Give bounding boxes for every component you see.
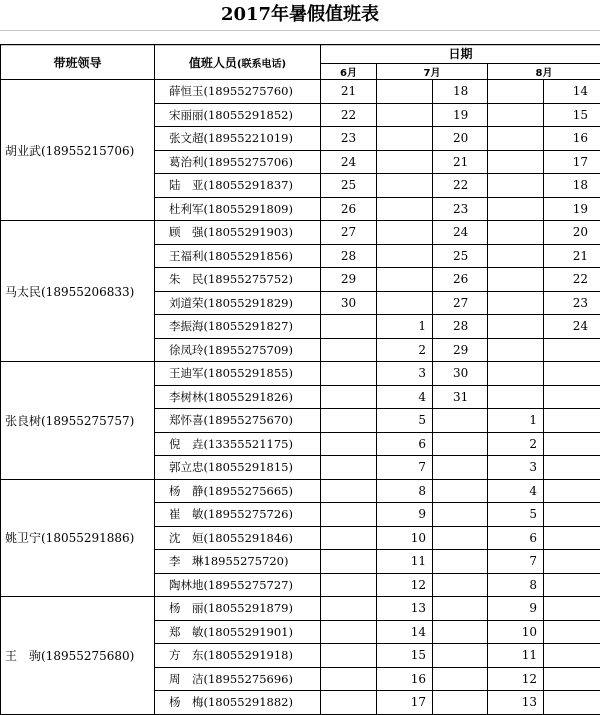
staff-phone: 18955275720) bbox=[204, 554, 289, 568]
staff-cell bbox=[155, 197, 321, 221]
duty-schedule-table bbox=[0, 44, 600, 715]
date-july-a: 12 bbox=[377, 573, 433, 597]
date-august-b bbox=[544, 550, 600, 574]
staff-phone: (18055291918) bbox=[204, 648, 293, 662]
staff-phone: (18055291846) bbox=[204, 531, 293, 545]
table-row bbox=[1, 221, 600, 245]
staff-name: 郑怀喜 bbox=[169, 413, 204, 427]
date-august-a: 4 bbox=[488, 479, 544, 503]
staff-name: 倪 垚 bbox=[169, 437, 204, 451]
page-title: 2017年暑假值班表 bbox=[0, 0, 600, 30]
staff-name: 宋丽丽 bbox=[169, 108, 204, 122]
staff-name: 李树林 bbox=[169, 390, 204, 404]
staff-name: 王迪军 bbox=[169, 366, 204, 380]
date-august-b bbox=[544, 432, 600, 456]
date-august-a bbox=[488, 244, 544, 268]
date-august-a bbox=[488, 385, 544, 409]
date-july-b: 18 bbox=[433, 80, 488, 104]
staff-phone: (18055291879) bbox=[204, 601, 293, 615]
staff-cell bbox=[155, 80, 321, 104]
date-july-a: 7 bbox=[377, 456, 433, 480]
staff-cell bbox=[155, 244, 321, 268]
date-july-b: 24 bbox=[433, 221, 488, 245]
staff-phone: (18955275709) bbox=[204, 343, 293, 357]
date-july-b: 23 bbox=[433, 197, 488, 221]
staff-phone: (18955275696) bbox=[204, 672, 293, 686]
date-august-a: 12 bbox=[488, 667, 544, 691]
date-july-b bbox=[433, 573, 488, 597]
date-july-a bbox=[377, 103, 433, 127]
date-june: 22 bbox=[321, 103, 377, 127]
staff-phone: (18055291815) bbox=[204, 460, 293, 474]
date-july-b bbox=[433, 479, 488, 503]
staff-cell bbox=[155, 338, 321, 362]
staff-cell bbox=[155, 362, 321, 386]
staff-cell bbox=[155, 315, 321, 339]
date-july-a bbox=[377, 150, 433, 174]
date-june: 21 bbox=[321, 80, 377, 104]
staff-phone: (18055291827) bbox=[204, 319, 293, 333]
date-august-a: 13 bbox=[488, 691, 544, 715]
date-august-b: 23 bbox=[544, 291, 600, 315]
date-august-b bbox=[544, 362, 600, 386]
table-row bbox=[1, 80, 600, 104]
staff-phone: (18955275706) bbox=[204, 155, 293, 169]
leader-cell: 马太民(18955206833) bbox=[1, 221, 155, 362]
staff-name: 徐凤玲 bbox=[169, 343, 204, 357]
staff-cell bbox=[155, 221, 321, 245]
date-august-b bbox=[544, 338, 600, 362]
date-august-b bbox=[544, 456, 600, 480]
date-june bbox=[321, 644, 377, 668]
date-june bbox=[321, 550, 377, 574]
date-june bbox=[321, 432, 377, 456]
staff-phone: (18055291903) bbox=[204, 225, 293, 239]
date-july-a bbox=[377, 268, 433, 292]
leader-cell: 胡业武(18955215706) bbox=[1, 80, 155, 221]
staff-name: 周 洁 bbox=[169, 672, 204, 686]
date-august-a: 8 bbox=[488, 573, 544, 597]
date-june bbox=[321, 597, 377, 621]
date-august-b bbox=[544, 385, 600, 409]
header-june: 6月 bbox=[321, 63, 377, 79]
leader-cell: 王 驹(18955275680) bbox=[1, 597, 155, 715]
date-july-a: 14 bbox=[377, 620, 433, 644]
date-july-a: 11 bbox=[377, 550, 433, 574]
staff-name: 李振海 bbox=[169, 319, 204, 333]
staff-phone: (18955275665) bbox=[204, 484, 293, 498]
date-august-a bbox=[488, 362, 544, 386]
date-june bbox=[321, 573, 377, 597]
date-august-a: 11 bbox=[488, 644, 544, 668]
date-july-b: 27 bbox=[433, 291, 488, 315]
date-july-b bbox=[433, 620, 488, 644]
date-july-a bbox=[377, 174, 433, 198]
date-june: 25 bbox=[321, 174, 377, 198]
staff-phone: (18055291829) bbox=[204, 296, 293, 310]
staff-cell bbox=[155, 291, 321, 315]
staff-name: 杜利军 bbox=[169, 202, 204, 216]
date-august-a: 6 bbox=[488, 526, 544, 550]
date-june bbox=[321, 620, 377, 644]
staff-cell bbox=[155, 127, 321, 151]
staff-cell bbox=[155, 268, 321, 292]
staff-cell bbox=[155, 479, 321, 503]
header-leader: 带班领导 bbox=[1, 45, 155, 80]
date-june bbox=[321, 315, 377, 339]
header-july: 7月 bbox=[377, 63, 488, 79]
date-june bbox=[321, 338, 377, 362]
date-july-a: 15 bbox=[377, 644, 433, 668]
date-june: 26 bbox=[321, 197, 377, 221]
date-july-b bbox=[433, 503, 488, 527]
date-july-a: 1 bbox=[377, 315, 433, 339]
date-august-a: 2 bbox=[488, 432, 544, 456]
staff-phone: (18955275760) bbox=[204, 84, 293, 98]
date-august-a bbox=[488, 127, 544, 151]
staff-name: 崔 敏 bbox=[169, 507, 204, 521]
staff-name: 郭立忠 bbox=[169, 460, 204, 474]
staff-phone: (18055291826) bbox=[204, 390, 293, 404]
staff-name: 杨 梅 bbox=[169, 695, 204, 709]
staff-phone: (18955275752) bbox=[204, 272, 293, 286]
date-august-a: 9 bbox=[488, 597, 544, 621]
staff-phone: (18055291837) bbox=[204, 178, 293, 192]
date-july-a: 13 bbox=[377, 597, 433, 621]
date-july-b bbox=[433, 644, 488, 668]
date-july-a: 4 bbox=[377, 385, 433, 409]
date-august-b: 19 bbox=[544, 197, 600, 221]
date-august-b bbox=[544, 573, 600, 597]
date-july-b: 31 bbox=[433, 385, 488, 409]
staff-phone: (18055291809) bbox=[204, 202, 293, 216]
date-july-a: 5 bbox=[377, 409, 433, 433]
date-july-a: 10 bbox=[377, 526, 433, 550]
date-july-b: 29 bbox=[433, 338, 488, 362]
table-row bbox=[1, 479, 600, 503]
date-june bbox=[321, 526, 377, 550]
staff-name: 李 琳 bbox=[169, 554, 204, 568]
date-june bbox=[321, 409, 377, 433]
date-august-a: 5 bbox=[488, 503, 544, 527]
staff-name: 方 东 bbox=[169, 648, 204, 662]
date-july-b bbox=[433, 432, 488, 456]
table-row bbox=[1, 597, 600, 621]
date-june: 29 bbox=[321, 268, 377, 292]
staff-cell bbox=[155, 103, 321, 127]
staff-name: 杨 静 bbox=[169, 484, 204, 498]
date-july-a bbox=[377, 127, 433, 151]
date-august-b bbox=[544, 620, 600, 644]
date-august-b: 17 bbox=[544, 150, 600, 174]
date-july-b: 25 bbox=[433, 244, 488, 268]
date-august-a: 7 bbox=[488, 550, 544, 574]
date-june: 27 bbox=[321, 221, 377, 245]
date-july-a bbox=[377, 291, 433, 315]
date-july-a: 16 bbox=[377, 667, 433, 691]
staff-cell bbox=[155, 174, 321, 198]
date-july-b bbox=[433, 456, 488, 480]
date-august-a bbox=[488, 315, 544, 339]
staff-phone: (18955275670) bbox=[204, 413, 293, 427]
date-august-a bbox=[488, 103, 544, 127]
date-july-b bbox=[433, 691, 488, 715]
date-july-a: 17 bbox=[377, 691, 433, 715]
header-date: 日期 bbox=[321, 45, 600, 64]
date-june bbox=[321, 667, 377, 691]
date-june bbox=[321, 362, 377, 386]
header-staff-label: 值班人员 bbox=[189, 56, 237, 70]
leader-cell: 姚卫宁(18055291886) bbox=[1, 479, 155, 597]
staff-name: 陆 亚 bbox=[169, 178, 204, 192]
schedule-body bbox=[1, 80, 600, 715]
staff-name: 沈 姮 bbox=[169, 531, 204, 545]
date-august-b bbox=[544, 479, 600, 503]
date-july-b bbox=[433, 409, 488, 433]
date-july-b: 20 bbox=[433, 127, 488, 151]
staff-cell bbox=[155, 573, 321, 597]
date-august-b bbox=[544, 691, 600, 715]
staff-cell bbox=[155, 597, 321, 621]
staff-name: 杨 丽 bbox=[169, 601, 204, 615]
date-june: 28 bbox=[321, 244, 377, 268]
staff-phone: (18055291852) bbox=[204, 108, 293, 122]
date-july-b bbox=[433, 667, 488, 691]
date-august-a: 1 bbox=[488, 409, 544, 433]
date-august-a bbox=[488, 174, 544, 198]
date-august-b: 20 bbox=[544, 221, 600, 245]
date-july-a bbox=[377, 244, 433, 268]
staff-cell bbox=[155, 503, 321, 527]
date-june bbox=[321, 456, 377, 480]
staff-cell bbox=[155, 150, 321, 174]
date-august-a bbox=[488, 338, 544, 362]
staff-name: 朱 民 bbox=[169, 272, 204, 286]
date-august-b: 18 bbox=[544, 174, 600, 198]
staff-cell bbox=[155, 620, 321, 644]
staff-cell bbox=[155, 667, 321, 691]
date-august-b: 21 bbox=[544, 244, 600, 268]
date-july-b: 30 bbox=[433, 362, 488, 386]
date-august-b bbox=[544, 503, 600, 527]
date-july-a: 2 bbox=[377, 338, 433, 362]
header-august: 8月 bbox=[488, 63, 600, 79]
staff-cell bbox=[155, 550, 321, 574]
date-august-a bbox=[488, 268, 544, 292]
staff-name: 葛治利 bbox=[169, 155, 204, 169]
staff-phone: (18055291856) bbox=[204, 249, 293, 263]
staff-name: 张文超 bbox=[169, 131, 204, 145]
staff-phone: (18055291855) bbox=[204, 366, 293, 380]
header-staff bbox=[155, 45, 321, 80]
date-july-a bbox=[377, 221, 433, 245]
staff-cell bbox=[155, 432, 321, 456]
date-august-a: 10 bbox=[488, 620, 544, 644]
staff-cell bbox=[155, 691, 321, 715]
date-july-a: 6 bbox=[377, 432, 433, 456]
date-august-b: 16 bbox=[544, 127, 600, 151]
date-august-b: 24 bbox=[544, 315, 600, 339]
staff-cell bbox=[155, 409, 321, 433]
date-august-a bbox=[488, 291, 544, 315]
table-row bbox=[1, 362, 600, 386]
date-august-a bbox=[488, 80, 544, 104]
date-july-b bbox=[433, 550, 488, 574]
date-june: 24 bbox=[321, 150, 377, 174]
date-july-a: 3 bbox=[377, 362, 433, 386]
staff-phone: (18955275727) bbox=[204, 578, 293, 592]
date-july-a bbox=[377, 197, 433, 221]
staff-phone: (18955275726) bbox=[204, 507, 293, 521]
date-july-a: 8 bbox=[377, 479, 433, 503]
date-august-a bbox=[488, 150, 544, 174]
staff-phone: (18055291901) bbox=[204, 625, 293, 639]
date-june bbox=[321, 691, 377, 715]
staff-name: 王福利 bbox=[169, 249, 204, 263]
date-august-a: 3 bbox=[488, 456, 544, 480]
date-august-b bbox=[544, 597, 600, 621]
leader-cell: 张良树(18955275757) bbox=[1, 362, 155, 480]
staff-name: 薛恒玉 bbox=[169, 84, 204, 98]
date-june bbox=[321, 479, 377, 503]
staff-cell bbox=[155, 385, 321, 409]
staff-name: 陶林地 bbox=[169, 578, 204, 592]
staff-name: 顾 强 bbox=[169, 225, 204, 239]
staff-phone: (13355521175) bbox=[204, 437, 293, 451]
date-june bbox=[321, 503, 377, 527]
date-july-a: 9 bbox=[377, 503, 433, 527]
staff-phone: (18955221019) bbox=[204, 131, 293, 145]
date-august-b: 15 bbox=[544, 103, 600, 127]
date-july-b: 26 bbox=[433, 268, 488, 292]
date-july-b: 21 bbox=[433, 150, 488, 174]
date-july-a bbox=[377, 80, 433, 104]
date-august-b bbox=[544, 644, 600, 668]
date-august-a bbox=[488, 221, 544, 245]
date-august-b: 14 bbox=[544, 80, 600, 104]
staff-name: 郑 敏 bbox=[169, 625, 204, 639]
staff-cell bbox=[155, 644, 321, 668]
header-staff-note: (联系电话) bbox=[237, 59, 286, 70]
date-august-a bbox=[488, 197, 544, 221]
staff-cell bbox=[155, 526, 321, 550]
date-august-b: 22 bbox=[544, 268, 600, 292]
date-july-b bbox=[433, 597, 488, 621]
date-july-b bbox=[433, 526, 488, 550]
date-july-b: 19 bbox=[433, 103, 488, 127]
staff-name: 刘道荣 bbox=[169, 296, 204, 310]
date-july-b: 28 bbox=[433, 315, 488, 339]
date-june: 23 bbox=[321, 127, 377, 151]
date-june bbox=[321, 385, 377, 409]
date-august-b bbox=[544, 667, 600, 691]
date-august-b bbox=[544, 526, 600, 550]
date-june: 30 bbox=[321, 291, 377, 315]
staff-phone: (18055291882) bbox=[204, 695, 293, 709]
staff-cell bbox=[155, 456, 321, 480]
date-august-b bbox=[544, 409, 600, 433]
date-july-b: 22 bbox=[433, 174, 488, 198]
